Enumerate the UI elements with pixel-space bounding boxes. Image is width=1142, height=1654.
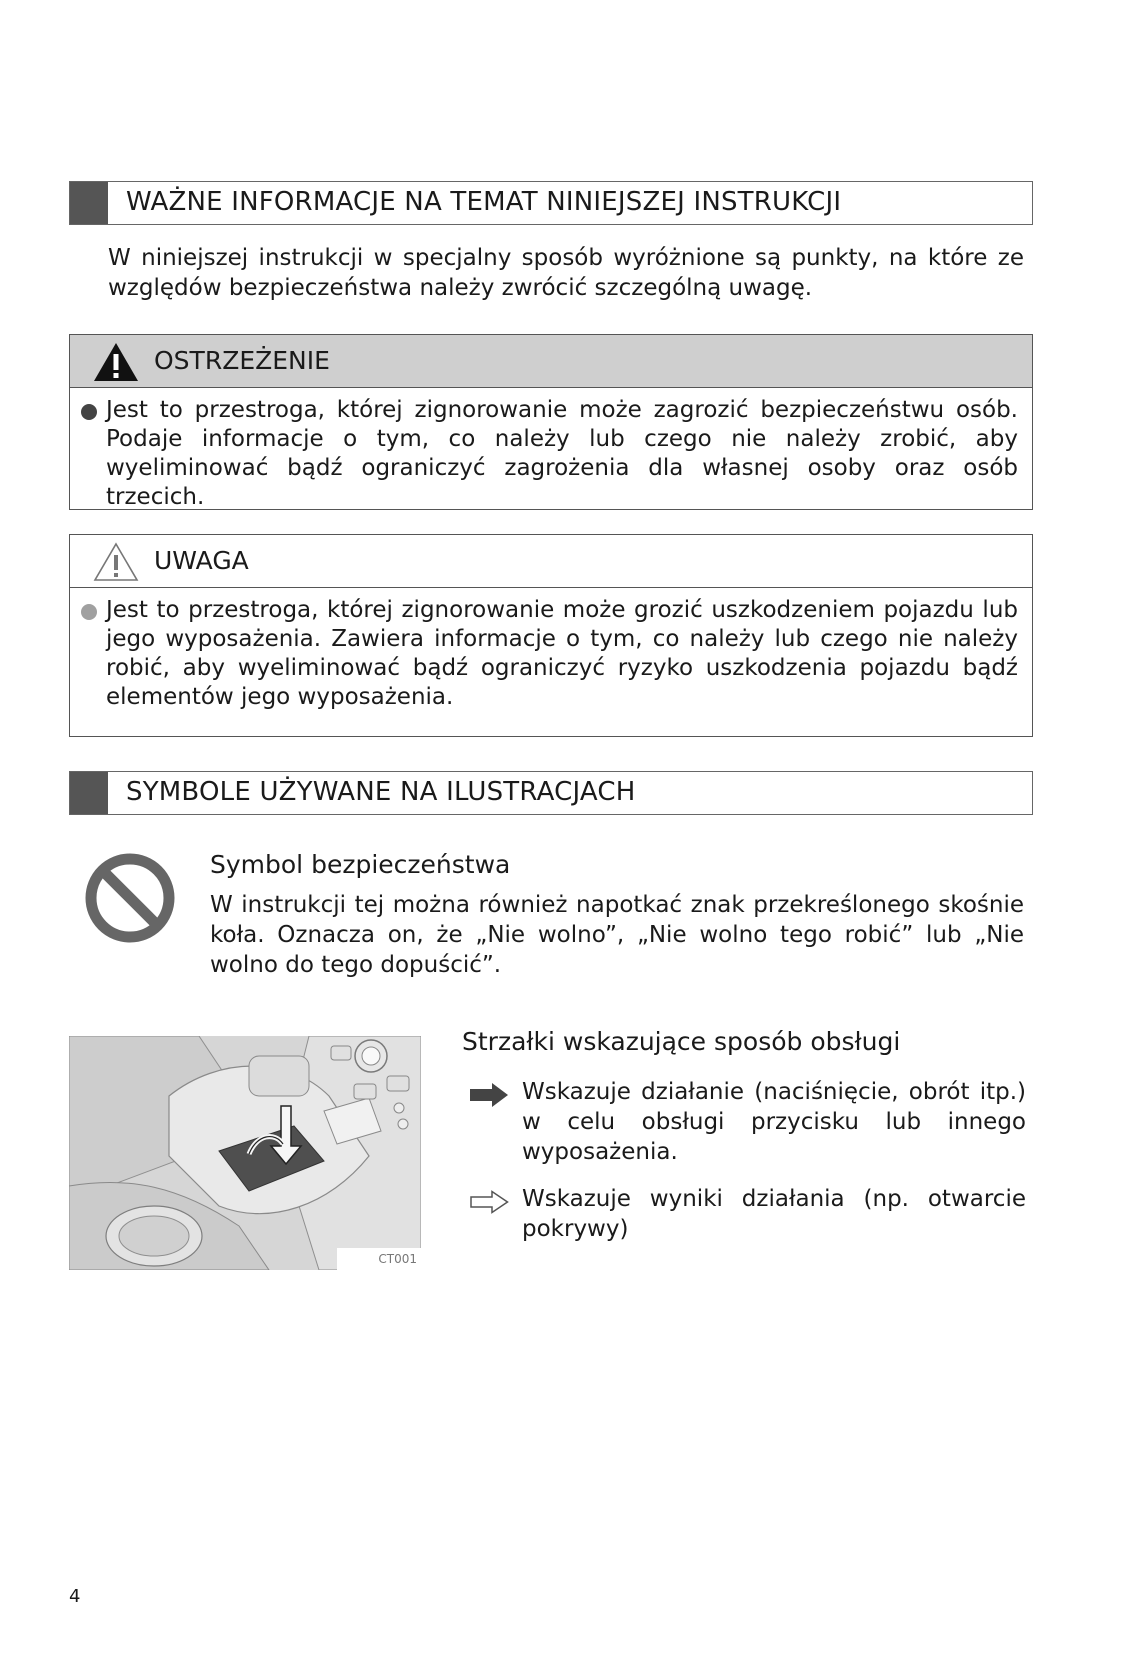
section-header-important-info [69,181,1033,225]
arrow-item-text: Wskazuje działanie (naciśnięcie, obrót itp.) w celu obsługi przycisku lub innego wyposażenia. [522,1079,1026,1165]
caution-label: UWAGA [154,546,249,575]
filled-arrow-icon [470,1083,510,1107]
illustration-code: CT001 [337,1248,421,1270]
bullet-icon [81,604,97,620]
caution-triangle-icon [92,541,140,583]
warning-triangle-icon [92,341,140,383]
section-header-symbols [69,771,1033,815]
warning-label: OSTRZEŻENIE [154,346,330,375]
arrow-item-filled [470,1077,1026,1167]
caution-header [70,535,1032,588]
bullet-icon [81,404,97,420]
safety-symbol-text: W instrukcji tej można również napotkać znak przekreślonego skośnie koła. Oznacza on, że „Nie wolno”, „Nie wolno tego robić” lub „Nie wolno do tego dopuścić”. [210,892,1024,978]
section-tab [70,772,108,814]
center-console-drawing [69,1036,421,1270]
section-title: WAŻNE INFORMACJE NA TEMAT NINIEJSZEJ INSTRUKCJI [126,187,842,217]
warning-box [69,334,1033,510]
warning-body [70,388,1032,522]
warning-header [70,335,1032,388]
caution-text: Jest to przestroga, której zignorowanie może grozić uszkodzeniem pojazdu lub jego wyposażenia. Zawiera informacje o tym, co należy lub czego nie należy robić, aby wyeliminować bądź ograniczyć ryzyko uszkodzenia pojazdu bądź elementów jego wyposażenia. [106,597,1018,710]
page-number: 4 [69,1586,81,1607]
section-title: SYMBOLE UŻYWANE NA ILUSTRACJACH [126,777,636,807]
section-tab [70,182,108,224]
intro-paragraph: W niniejszej instrukcji w specjalny sposób wyróżnione są punkty, na które ze względów bezpieczeństwa należy zwrócić szczególną uwagę. [108,245,1024,301]
arrow-item-text: Wskazuje wyniki działania (np. otwarcie pokrywy) [522,1186,1026,1242]
outline-arrow-icon [470,1190,510,1214]
console-illustration [69,1036,421,1270]
arrow-item-outline [470,1184,1026,1244]
arrows-title: Strzałki wskazujące sposób obsługi [462,1027,901,1056]
warning-text: Jest to przestroga, której zignorowanie może zagrozić bezpieczeństwu osób. Podaje informacje o tym, co należy lub czego nie należy zrobić, aby wyeliminować bądź ograniczyć zagrożenia dla własnej osoby oraz osób trzecich. [106,397,1018,510]
prohibition-icon [84,852,176,944]
caution-box [69,534,1033,737]
caution-body [70,588,1032,722]
safety-symbol-title: Symbol bezpieczeństwa [210,850,511,879]
